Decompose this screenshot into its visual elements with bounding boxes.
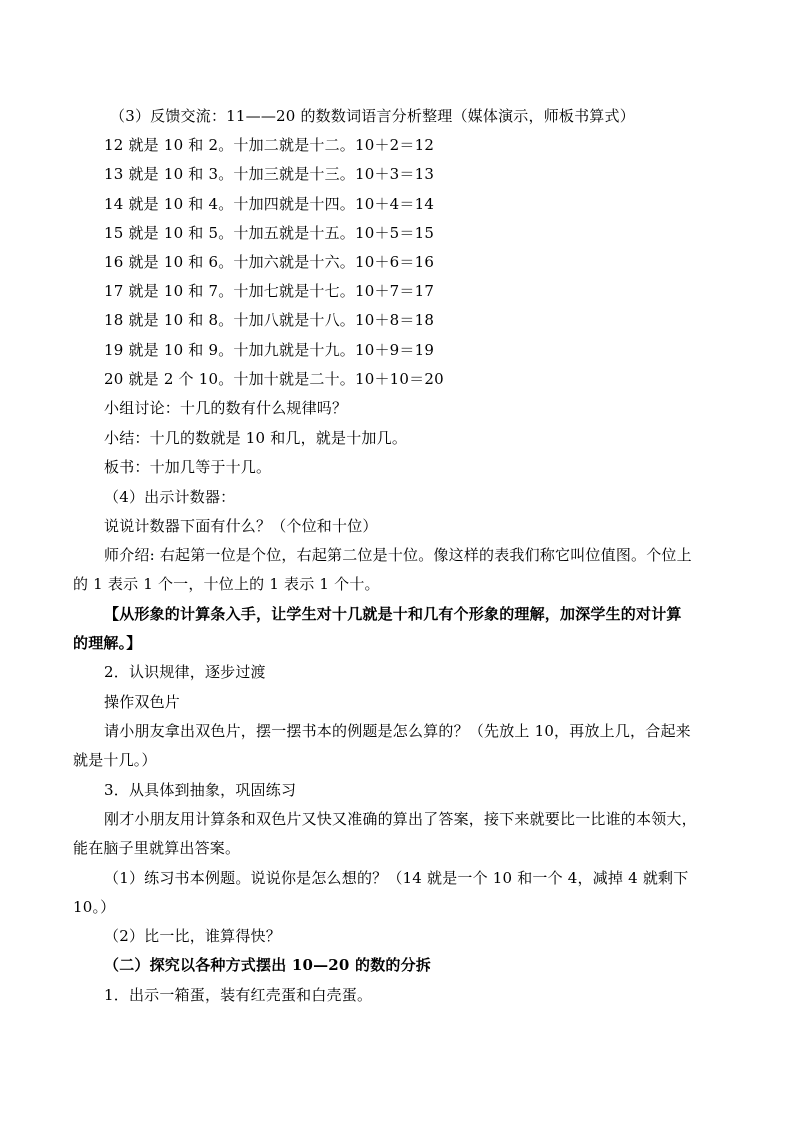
chips-instruction-line-1: 请小朋友拿出双色片，摆一摆书本的例题是怎么算的？（先放上 10，再放上几，合起来 (104, 722, 691, 740)
part-2-heading: （二）探究以各种方式摆出 10—20 的数的分拆 (104, 956, 431, 974)
summary-line: 小结：十几的数就是 10 和几，就是十加几。 (104, 429, 408, 447)
equation-line-13: 13 就是 10 和 3。十加三就是十三。10＋3＝13 (104, 165, 435, 183)
design-note-line-1: 【从形象的计算条入手，让学生对十几就是十和几有个形象的理解，加深学生的对计算 (104, 605, 682, 623)
counter-question: 说说计数器下面有什么？（个位和十位） (104, 517, 378, 535)
step-3-heading: 3．从具体到抽象，巩固练习 (104, 781, 297, 799)
exercise-1-line-1: （1）练习书本例题。说说你是怎么想的？（14 就是一个 10 和一个 4，减掉 4 就剩下 (104, 869, 689, 887)
equation-line-20: 20 就是 2 个 10。十加十就是二十。10＋10＝20 (104, 370, 444, 388)
transition-line-1: 刚才小朋友用计算条和双色片又快又准确的算出了答案，接下来就要比一比谁的本领大， (104, 810, 697, 828)
teacher-intro-line-2: 的 1 表示 1 个一，十位上的 1 表示 1 个十。 (73, 575, 380, 593)
group-discussion: 小组讨论：十几的数有什么规律吗？ (104, 399, 348, 417)
equation-line-15: 15 就是 10 和 5。十加五就是十五。10＋5＝15 (104, 224, 435, 242)
exercise-1-line-2: 10。） (73, 898, 116, 916)
equation-line-18: 18 就是 10 和 8。十加八就是十八。10＋8＝18 (104, 311, 435, 329)
equation-line-17: 17 就是 10 和 7。十加七就是十七。10＋7＝17 (104, 282, 435, 300)
board-writing: 板书：十加几等于十几。 (104, 458, 272, 476)
equation-line-14: 14 就是 10 和 4。十加四就是十四。10＋4＝14 (104, 195, 435, 213)
equation-line-12: 12 就是 10 和 2。十加二就是十二。10＋2＝12 (104, 136, 435, 154)
step-2-heading: 2．认识规律，逐步过渡 (104, 663, 266, 681)
equation-line-16: 16 就是 10 和 6。十加六就是十六。10＋6＝16 (104, 253, 435, 271)
teacher-intro-line-1: 师介绍: 右起第一位是个位，右起第二位是十位。像这样的表我们称它叫位值图。个位上 (104, 546, 692, 564)
section-3-heading: （3）反馈交流：11——20 的数数词语言分析整理（媒体演示，师板书算式） (110, 107, 635, 125)
section-4-heading: （4）出示计数器： (104, 488, 236, 506)
equation-line-19: 19 就是 10 和 9。十加九就是十九。10＋9＝19 (104, 341, 435, 359)
design-note-line-2: 的理解。】 (73, 634, 142, 652)
transition-line-2: 能在脑子里就算出答案。 (73, 839, 241, 857)
exercise-2: （2）比一比，谁算得快？ (104, 927, 281, 945)
step-1-eggs: 1．出示一箱蛋，装有红壳蛋和白壳蛋。 (104, 986, 373, 1004)
chips-instruction-line-2: 就是十几。） (73, 751, 157, 769)
operate-chips: 操作双色片 (104, 693, 181, 711)
